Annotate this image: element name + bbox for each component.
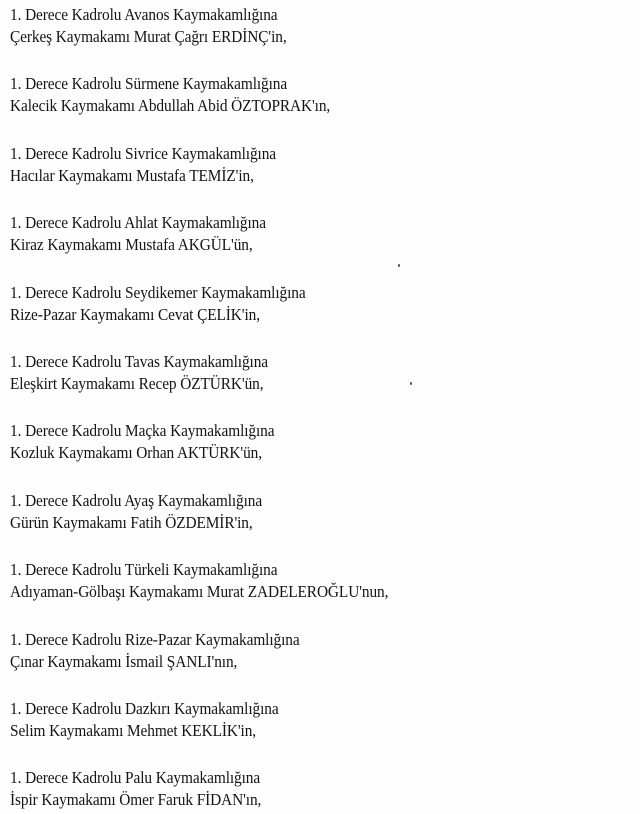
- list-item: [10, 351, 620, 420]
- list-item: [10, 767, 620, 814]
- post-line: 1. Derece Kadrolu Avanos Kaymakamlığına: [10, 5, 278, 24]
- list-item: [10, 490, 620, 559]
- appointee-line: Çınar Kaymakamı İsmail ŞANLI'nın,: [10, 651, 238, 671]
- appointment-list: [10, 4, 620, 814]
- list-item: [10, 143, 620, 212]
- list-item: [10, 559, 620, 628]
- post-line: 1. Derece Kadrolu Maçka Kaymakamlığına: [10, 421, 275, 441]
- appointee-line: Selim Kaymakamı Mehmet KEKLİK'in,: [10, 720, 257, 740]
- appointee-line: Rize-Pazar Kaymakamı Cevat ÇELİK'in,: [10, 304, 260, 324]
- list-item: [10, 212, 620, 281]
- appointee-line: Gürün Kaymakamı Fatih ÖZDEMİR'in,: [10, 512, 253, 532]
- scan-speck: [410, 382, 412, 385]
- post-line: 1. Derece Kadrolu Rize-Pazar Kaymakamlığına: [10, 629, 300, 649]
- post-line: 1. Derece Kadrolu Palu Kaymakamlığına: [10, 768, 261, 788]
- list-item: [10, 420, 620, 489]
- post-line: 1. Derece Kadrolu Seydikemer Kaymakamlığına: [10, 282, 306, 302]
- appointee-line: Kalecik Kaymakamı Abdullah Abid ÖZTOPRAK'ın,: [10, 96, 331, 116]
- scan-speck: [398, 264, 400, 267]
- appointee-line: Kozluk Kaymakamı Orhan AKTÜRK'ün,: [10, 443, 263, 463]
- appointee-line: Adıyaman-Gölbaşı Kaymakamı Murat ZADELEROĞLU'nun,: [10, 582, 389, 602]
- post-line: 1. Derece Kadrolu Dazkırı Kaymakamlığına: [10, 698, 279, 718]
- appointee-line: Çerkeş Kaymakamı Murat Çağrı ERDİNÇ'in,: [10, 27, 287, 46]
- list-item: [10, 282, 620, 351]
- post-line: 1. Derece Kadrolu Tavas Kaymakamlığına: [10, 351, 269, 371]
- appointee-line: Hacılar Kaymakamı Mustafa TEMİZ'in,: [10, 165, 254, 185]
- post-line: 1. Derece Kadrolu Ayaş Kaymakamlığına: [10, 490, 263, 510]
- post-line: 1. Derece Kadrolu Sivrice Kaymakamlığına: [10, 143, 276, 163]
- list-item: [10, 629, 620, 698]
- post-line: 1. Derece Kadrolu Ahlat Kaymakamlığına: [10, 213, 266, 233]
- list-item: [10, 698, 620, 767]
- post-line: 1. Derece Kadrolu Sürmene Kaymakamlığına: [10, 74, 288, 94]
- appointee-line: Eleşkirt Kaymakamı Recep ÖZTÜRK'ün,: [10, 373, 264, 393]
- appointee-line: İspir Kaymakamı Ömer Faruk FİDAN'ın,: [10, 790, 262, 810]
- list-item: [10, 4, 620, 73]
- post-line: 1. Derece Kadrolu Türkeli Kaymakamlığına: [10, 560, 278, 580]
- appointee-line: Kiraz Kaymakamı Mustafa AKGÜL'ün,: [10, 235, 253, 255]
- list-item: [10, 73, 620, 142]
